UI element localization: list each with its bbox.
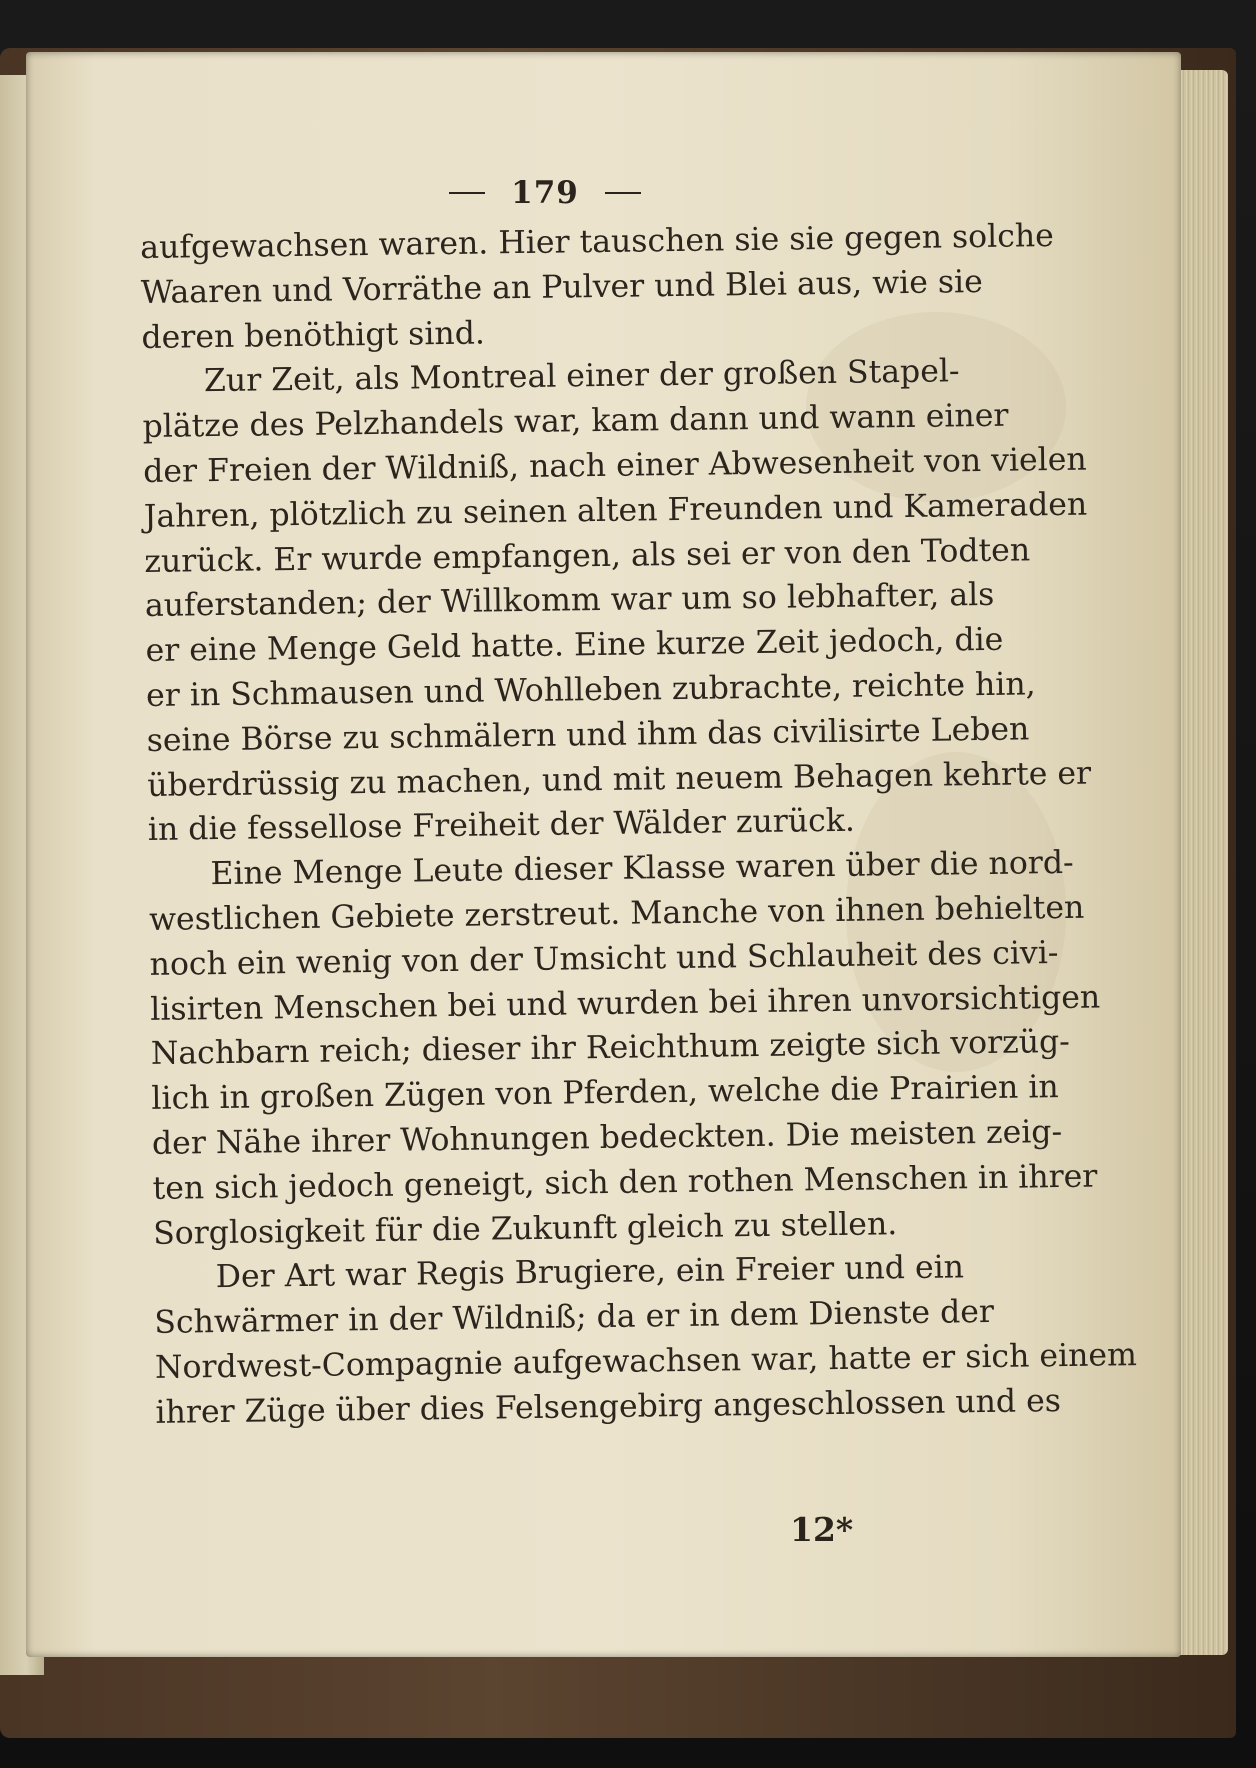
paragraph-start: Zur Zeit, als Montreal einer der großen Stapel-	[203, 353, 960, 400]
text-line: lich in großen Zügen von Pferden, welche die Prairien in	[151, 1069, 1059, 1118]
text-line: seine Börse zu schmälern und ihm das civilisirte Leben	[146, 711, 1030, 759]
header-dash-right	[605, 192, 641, 194]
paragraph-start: Der Art war Regis Brugiere, ein Freier und ein	[215, 1249, 965, 1296]
page-header	[440, 168, 650, 218]
text-line: der Freien der Wildniß, nach einer Abwesenheit von vielen	[142, 441, 1087, 490]
text-line: Nordwest-Compagnie aufgewachsen war, hatte er sich einem	[154, 1336, 1138, 1386]
text-line: westlichen Gebiete zerstreut. Manche von ihnen behielten	[148, 889, 1085, 938]
text-line: auferstanden; der Willkomm war um so lebhafter, als	[144, 577, 995, 625]
text-line: ihrer Züge über dies Felsengebirg angeschlossen und es	[155, 1382, 1062, 1431]
text-line: der Nähe ihrer Wohnungen bedeckten. Die meisten zeig-	[151, 1113, 1063, 1162]
text-line: ten sich jedoch geneigt, sich den rothen Menschen in ihrer	[152, 1158, 1098, 1207]
text-line: lisirten Menschen bei und wurden bei ihren unvorsichtigen	[150, 979, 1101, 1028]
text-line: Nachbarn reich; dieser ihr Reichthum zeigte sich vorzüg-	[150, 1024, 1071, 1073]
text-line: Sorglosigkeit für die Zukunft gleich zu stellen.	[152, 1205, 898, 1252]
text-line: zurück. Er wurde empfangen, als sei er von den Todten	[144, 531, 1031, 580]
text-line: er in Schmausen und Wohlleben zubrachte, reichte hin,	[145, 666, 1036, 714]
text-line: aufgewachsen waren. Hier tauschen sie sie gegen solche	[140, 218, 1055, 266]
header-dash-left	[449, 192, 485, 194]
text-line: in die fessellose Freiheit der Wälder zurück.	[147, 803, 856, 849]
text-line: überdrüssig zu machen, und mit neuem Behagen kehrte er	[147, 755, 1092, 804]
body-text	[140, 215, 1138, 1436]
page-number: 179	[511, 175, 579, 211]
text-line: er eine Menge Geld hatte. Eine kurze Zeit jedoch, die	[145, 621, 1004, 670]
paragraph-start: Eine Menge Leute dieser Klasse waren über die nord-	[210, 844, 1074, 893]
text-line: deren benöthigt sind.	[141, 315, 486, 356]
text-line: Schwärmer in der Wildniß; da er in dem Dienste der	[154, 1294, 995, 1342]
text-line: plätze des Pelzhandels war, kam dann und wann einer	[142, 397, 1009, 446]
text-line: noch ein wenig von der Umsicht und Schlauheit des civi-	[149, 934, 1059, 983]
text-line: Jahren, plötzlich zu seinen alten Freunden und Kameraden	[143, 486, 1088, 535]
text-line: Waaren und Vorräthe an Pulver und Blei aus, wie sie	[140, 263, 983, 311]
signature-mark: 12*	[790, 1510, 854, 1549]
